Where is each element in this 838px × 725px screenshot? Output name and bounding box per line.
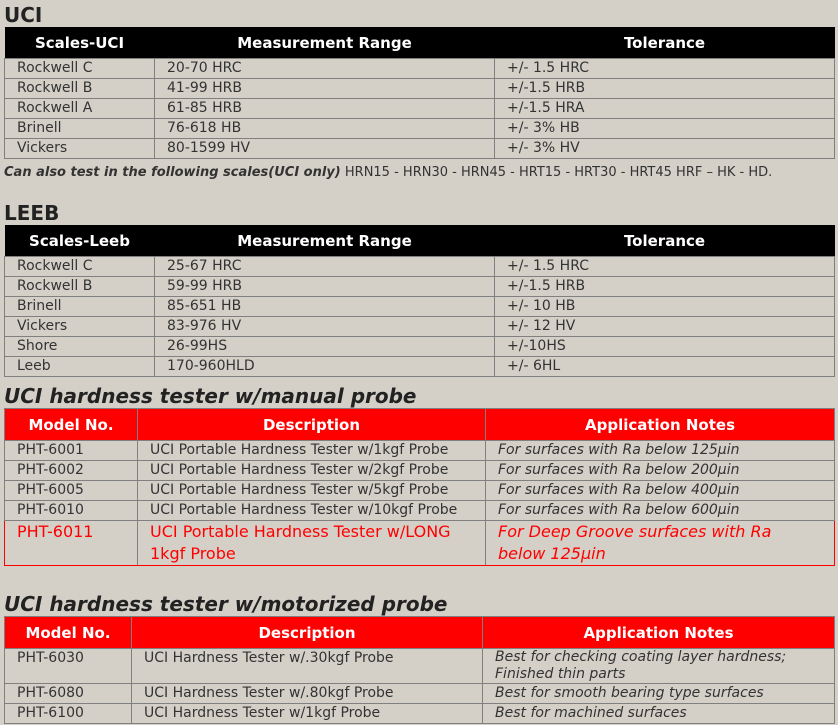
application-note-cell: Best for smooth bearing type surfaces: [483, 684, 835, 704]
table-header-row: [5, 225, 835, 257]
column-header: Application Notes: [483, 617, 835, 649]
range-cell: 85-651 HB: [155, 297, 495, 317]
model-cell: PHT-6005: [5, 481, 138, 501]
description-cell: UCI Portable Hardness Tester w/10kgf Probe: [138, 501, 486, 521]
scale-cell: Shore: [5, 337, 155, 357]
table-row: [5, 481, 835, 501]
tolerance-cell: +/- 3% HV: [495, 139, 835, 159]
model-cell: PHT-6080: [5, 684, 132, 704]
range-cell: 80-1599 HV: [155, 139, 495, 159]
model-cell: PHT-6011: [5, 521, 138, 566]
scale-cell: Vickers: [5, 317, 155, 337]
table-row: [5, 441, 835, 461]
range-cell: 76-618 HB: [155, 119, 495, 139]
description-cell: UCI Hardness Tester w/.30kgf Probe: [132, 649, 483, 684]
column-header: Tolerance: [495, 225, 835, 257]
note-scales-text: HRN15 - HRN30 - HRN45 - HRT15 - HRT30 - HRT45 HRF – HK - HD.: [340, 165, 773, 180]
table-row: [5, 337, 835, 357]
application-note-cell: Best for machined surfaces: [483, 704, 835, 724]
model-cell: PHT-6100: [5, 704, 132, 724]
table-row: [5, 501, 835, 521]
tolerance-cell: +/-1.5 HRA: [495, 99, 835, 119]
table-row: [5, 649, 835, 684]
table-row: [5, 139, 835, 159]
scale-cell: Vickers: [5, 139, 155, 159]
leeb-section-title: LEEB: [4, 201, 60, 225]
table-row: [5, 704, 835, 724]
column-header: Measurement Range: [155, 27, 495, 59]
range-cell: 20-70 HRC: [155, 59, 495, 79]
tolerance-cell: +/- 10 HB: [495, 297, 835, 317]
scale-cell: Leeb: [5, 357, 155, 377]
column-header: Description: [138, 409, 486, 441]
range-cell: 26-99HS: [155, 337, 495, 357]
column-header: Model No.: [5, 409, 138, 441]
table-row: [5, 277, 835, 297]
highlighted-table-row: [5, 521, 835, 566]
manual-probe-table: [4, 408, 835, 566]
column-header: Description: [132, 617, 483, 649]
uci-section-title: UCI: [4, 3, 43, 27]
application-note-cell: For surfaces with Ra below 400µin: [486, 481, 835, 501]
tolerance-cell: +/- 12 HV: [495, 317, 835, 337]
table-row: [5, 461, 835, 481]
table-row: [5, 297, 835, 317]
model-cell: PHT-6001: [5, 441, 138, 461]
table-row: [5, 79, 835, 99]
table-row: [5, 684, 835, 704]
table-row: [5, 257, 835, 277]
model-cell: PHT-6010: [5, 501, 138, 521]
motorized-probe-table: [4, 616, 835, 724]
range-cell: 41-99 HRB: [155, 79, 495, 99]
description-cell: UCI Hardness Tester w/.80kgf Probe: [132, 684, 483, 704]
table-header-row: [5, 27, 835, 59]
leeb-scales-table: [4, 225, 835, 377]
column-header: Model No.: [5, 617, 132, 649]
table-header-row: [5, 409, 835, 441]
scale-cell: Rockwell A: [5, 99, 155, 119]
table-row: [5, 317, 835, 337]
note-bold-text: Can also test in the following scales(UCI only): [4, 165, 341, 180]
range-cell: 59-99 HRB: [155, 277, 495, 297]
application-note-cell: For surfaces with Ra below 200µin: [486, 461, 835, 481]
application-note-cell: For Deep Groove surfaces with Ra below 125µin: [486, 521, 835, 566]
column-header: Scales-Leeb: [5, 225, 155, 257]
tolerance-cell: +/-10HS: [495, 337, 835, 357]
description-cell: UCI Portable Hardness Tester w/5kgf Probe: [138, 481, 486, 501]
motorized-probe-section-title: UCI hardness tester w/motorized probe: [4, 592, 448, 616]
range-cell: 83-976 HV: [155, 317, 495, 337]
table-header-row: [5, 617, 835, 649]
table-row: [5, 99, 835, 119]
scale-cell: Rockwell B: [5, 79, 155, 99]
range-cell: 61-85 HRB: [155, 99, 495, 119]
application-note-cell: Best for checking coating layer hardness; Finished thin parts: [483, 649, 835, 684]
tolerance-cell: +/- 3% HB: [495, 119, 835, 139]
table-row: [5, 357, 835, 377]
column-header: Application Notes: [486, 409, 835, 441]
additional-scales-note: [4, 164, 824, 181]
model-cell: PHT-6030: [5, 649, 132, 684]
column-header: Tolerance: [495, 27, 835, 59]
tolerance-cell: +/- 1.5 HRC: [495, 59, 835, 79]
tolerance-cell: +/- 1.5 HRC: [495, 257, 835, 277]
application-note-cell: For surfaces with Ra below 125µin: [486, 441, 835, 461]
tolerance-cell: +/-1.5 HRB: [495, 277, 835, 297]
tolerance-cell: +/- 6HL: [495, 357, 835, 377]
uci-scales-table: [4, 27, 835, 159]
scale-cell: Rockwell B: [5, 277, 155, 297]
scale-cell: Rockwell C: [5, 257, 155, 277]
scale-cell: Brinell: [5, 297, 155, 317]
manual-probe-section-title: UCI hardness tester w/manual probe: [4, 384, 417, 408]
tolerance-cell: +/-1.5 HRB: [495, 79, 835, 99]
table-row: [5, 59, 835, 79]
table-row: [5, 119, 835, 139]
model-cell: PHT-6002: [5, 461, 138, 481]
scale-cell: Brinell: [5, 119, 155, 139]
description-cell: UCI Portable Hardness Tester w/2kgf Probe: [138, 461, 486, 481]
range-cell: 25-67 HRC: [155, 257, 495, 277]
column-header: Scales-UCI: [5, 27, 155, 59]
range-cell: 170-960HLD: [155, 357, 495, 377]
description-cell: UCI Hardness Tester w/1kgf Probe: [132, 704, 483, 724]
scale-cell: Rockwell C: [5, 59, 155, 79]
application-note-cell: For surfaces with Ra below 600µin: [486, 501, 835, 521]
description-cell: UCI Portable Hardness Tester w/1kgf Probe: [138, 441, 486, 461]
description-cell: UCI Portable Hardness Tester w/LONG 1kgf Probe: [138, 521, 486, 566]
column-header: Measurement Range: [155, 225, 495, 257]
